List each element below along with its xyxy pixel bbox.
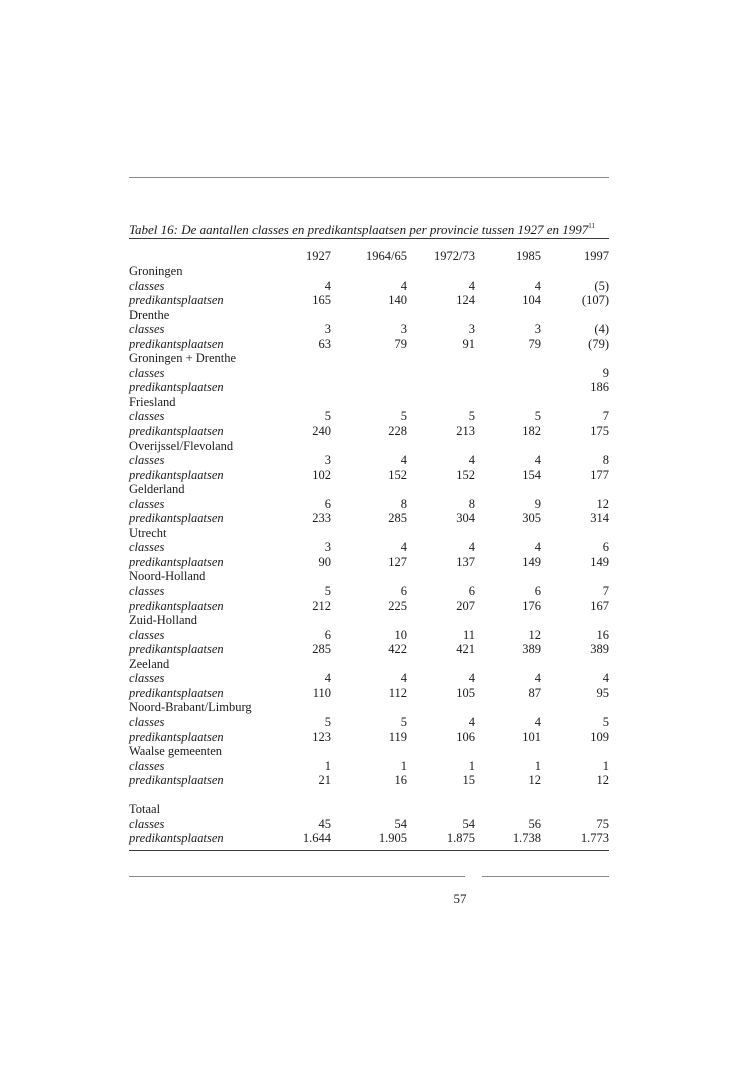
classes-value: 75 [596,816,609,831]
region-label: Friesland [129,394,176,409]
predikantsplaatsen-value: 109 [590,729,609,744]
predikantsplaatsen-row [129,642,609,657]
predikantsplaatsen-value: 95 [596,685,609,700]
predikantsplaatsen-value: 314 [590,511,609,526]
classes-value: 4 [534,453,541,468]
classes-label: classes [129,409,165,424]
classes-value: 6 [534,584,541,599]
predikantsplaatsen-value: (107) [581,293,609,308]
region-label: Utrecht [129,525,167,540]
footnote-ref: 11 [588,222,596,230]
region-row [129,308,609,323]
classes-value: 1 [534,758,541,773]
classes-value: 4 [324,671,331,686]
predikantsplaatsen-value: 389 [590,642,609,657]
predikantsplaatsen-label: predikantsplaatsen [129,336,224,351]
predikantsplaatsen-label: predikantsplaatsen [129,511,224,526]
predikantsplaatsen-value: 152 [388,467,407,482]
region-label: Groningen + Drenthe [129,351,237,366]
predikantsplaatsen-value [407,380,475,395]
predikantsplaatsen-label: predikantsplaatsen [129,642,224,657]
predikantsplaatsen-row [129,424,609,439]
predikantsplaatsen-value: 304 [456,511,475,526]
predikantsplaatsen-row [129,599,609,614]
predikantsplaatsen-value: 1.875 [446,831,475,846]
classes-value: (5) [594,278,609,293]
column-header: 1972/73 [434,249,475,263]
predikantsplaatsen-row [129,686,609,701]
region-row [129,657,609,672]
predikantsplaatsen-value: 228 [388,424,407,439]
predikantsplaatsen-value: 1.738 [512,831,541,846]
predikantsplaatsen-value: 16 [394,773,407,788]
predikantsplaatsen-value: 175 [590,424,609,439]
predikantsplaatsen-value: 119 [388,729,407,744]
predikantsplaatsen-value: 110 [312,685,331,700]
classes-value: 4 [400,453,407,468]
region-row [129,802,609,817]
region-row [129,744,609,759]
classes-value: 10 [394,627,407,642]
predikantsplaatsen-value: 63 [318,336,331,351]
classes-value: 8 [468,496,475,511]
predikantsplaatsen-value: 102 [312,467,331,482]
classes-value: 8 [400,496,407,511]
page-number: 57 [453,891,467,906]
classes-label: classes [129,758,165,773]
predikantsplaatsen-value: 12 [528,773,541,788]
predikantsplaatsen-label: predikantsplaatsen [129,467,224,482]
classes-value: 54 [394,816,407,831]
region-label: Groningen [129,264,183,278]
spacer-cell [129,788,609,803]
classes-label: classes [129,453,165,468]
predikantsplaatsen-value: 124 [456,293,475,308]
predikantsplaatsen-label: predikantsplaatsen [129,424,224,439]
predikantsplaatsen-value: 112 [388,685,407,700]
footer-rule-left [129,876,465,877]
table-caption [129,218,609,238]
predikantsplaatsen-row [129,468,609,483]
header-rule [129,177,609,178]
predikantsplaatsen-value: 240 [312,424,331,439]
predikantsplaatsen-value: 167 [590,598,609,613]
predikantsplaatsen-value: 233 [312,511,331,526]
classes-label: classes [129,714,165,729]
predikantsplaatsen-value: 207 [456,598,475,613]
spacer-row [129,788,609,803]
classes-value: 3 [400,322,407,337]
classes-value: 1 [602,758,609,773]
predikantsplaatsen-value: (79) [588,336,609,351]
classes-row [129,366,609,381]
classes-value: 5 [400,409,407,424]
classes-value: 6 [602,540,609,555]
predikantsplaatsen-value: 1.644 [302,831,331,846]
predikantsplaatsen-value: 105 [456,685,475,700]
region-row [129,351,609,366]
classes-value: 5 [324,584,331,599]
data-table [129,248,609,846]
predikantsplaatsen-value: 389 [522,642,541,657]
classes-value: 1 [324,758,331,773]
predikantsplaatsen-value: 285 [388,511,407,526]
classes-value: 4 [400,671,407,686]
predikantsplaatsen-value: 149 [590,554,609,569]
predikantsplaatsen-value: 87 [528,685,541,700]
predikantsplaatsen-value: 305 [522,511,541,526]
predikantsplaatsen-value: 225 [388,598,407,613]
classes-value: 4 [534,671,541,686]
classes-value: 3 [324,453,331,468]
predikantsplaatsen-value: 21 [318,773,331,788]
predikantsplaatsen-value: 213 [456,424,475,439]
classes-value: 6 [400,584,407,599]
region-row [129,395,609,410]
predikantsplaatsen-value: 422 [388,642,407,657]
classes-value: 5 [324,714,331,729]
classes-value: 6 [468,584,475,599]
predikantsplaatsen-row [129,293,609,308]
classes-row [129,628,609,643]
classes-row [129,279,609,294]
classes-value: 4 [468,453,475,468]
predikantsplaatsen-label: predikantsplaatsen [129,380,224,395]
region-row [129,569,609,584]
column-header: 1997 [584,249,609,263]
predikantsplaatsen-value: 104 [522,293,541,308]
classes-value: 4 [324,278,331,293]
region-label: Zuid-Holland [129,613,198,628]
classes-value: 4 [468,671,475,686]
predikantsplaatsen-label: predikantsplaatsen [129,685,224,700]
predikantsplaatsen-value: 101 [522,729,541,744]
predikantsplaatsen-value: 12 [596,773,609,788]
classes-value: 4 [534,714,541,729]
classes-value: 9 [534,496,541,511]
predikantsplaatsen-value: 1.773 [580,831,609,846]
classes-row [129,409,609,424]
classes-value: 5 [400,714,407,729]
caption-rule [129,238,609,239]
predikantsplaatsen-value: 1.905 [378,831,407,846]
classes-row [129,497,609,512]
predikantsplaatsen-label: predikantsplaatsen [129,831,224,846]
classes-label: classes [129,540,165,555]
region-label: Noord-Holland [129,569,206,584]
region-row [129,700,609,715]
classes-value: 5 [602,714,609,729]
predikantsplaatsen-value: 79 [394,336,407,351]
caption-text: De aantallen classes en predikantsplaatsen per provincie tussen 1927 en 1997 [178,222,589,237]
classes-value: 5 [468,409,475,424]
classes-value [271,366,331,381]
classes-value: 4 [468,278,475,293]
caption-label: Tabel 16: [129,222,178,237]
predikantsplaatsen-row [129,555,609,570]
predikantsplaatsen-value: 165 [312,293,331,308]
classes-value: (4) [594,322,609,337]
classes-value [407,366,475,381]
predikantsplaatsen-row [129,511,609,526]
predikantsplaatsen-value: 123 [312,729,331,744]
predikantsplaatsen-value: 421 [456,642,475,657]
region-label: Gelderland [129,482,185,497]
predikantsplaatsen-value: 186 [590,380,609,395]
classes-value: 8 [602,453,609,468]
classes-value: 12 [596,496,609,511]
classes-row [129,540,609,555]
classes-value: 54 [462,816,475,831]
classes-row [129,759,609,774]
classes-value: 9 [602,365,609,380]
predikantsplaatsen-row [129,380,609,395]
classes-value: 1 [400,758,407,773]
classes-label: classes [129,671,165,686]
classes-value: 4 [534,540,541,555]
table-body [129,264,609,846]
classes-value: 5 [324,409,331,424]
classes-row [129,453,609,468]
predikantsplaatsen-value: 154 [522,467,541,482]
predikantsplaatsen-row [129,773,609,788]
predikantsplaatsen-value: 15 [462,773,475,788]
classes-value: 4 [468,714,475,729]
classes-value: 56 [528,816,541,831]
region-label: Waalse gemeenten [129,744,223,759]
classes-value: 6 [324,627,331,642]
predikantsplaatsen-label: predikantsplaatsen [129,729,224,744]
predikantsplaatsen-label: predikantsplaatsen [129,598,224,613]
classes-label: classes [129,278,165,293]
region-label: Zeeland [129,656,170,671]
predikantsplaatsen-value: 177 [590,467,609,482]
predikantsplaatsen-value: 149 [522,554,541,569]
classes-row [129,671,609,686]
classes-value: 6 [324,496,331,511]
predikantsplaatsen-value [331,380,407,395]
classes-label: classes [129,322,165,337]
column-header: 1985 [516,249,541,263]
predikantsplaatsen-value: 182 [522,424,541,439]
predikantsplaatsen-value [271,380,331,395]
predikantsplaatsen-value: 140 [388,293,407,308]
region-label: Drenthe [129,307,170,322]
classes-label: classes [129,365,165,380]
predikantsplaatsen-value [475,380,541,395]
classes-label: classes [129,496,165,511]
classes-value: 3 [468,322,475,337]
predikantsplaatsen-value: 79 [528,336,541,351]
predikantsplaatsen-value: 285 [312,642,331,657]
predikantsplaatsen-value: 127 [388,554,407,569]
predikantsplaatsen-value: 106 [456,729,475,744]
predikantsplaatsen-row [129,730,609,745]
classes-value: 3 [324,322,331,337]
classes-value: 7 [602,584,609,599]
predikantsplaatsen-value: 137 [456,554,475,569]
classes-value: 4 [602,671,609,686]
classes-value: 4 [400,278,407,293]
region-label: Overijssel/Flevoland [129,438,234,453]
classes-row [129,817,609,832]
region-row [129,613,609,628]
classes-value: 16 [596,627,609,642]
classes-value: 4 [400,540,407,555]
predikantsplaatsen-value: 152 [456,467,475,482]
region-row [129,482,609,497]
column-header: 1964/65 [366,249,407,263]
classes-value [475,366,541,381]
classes-value: 7 [602,409,609,424]
column-header: 1927 [306,249,331,263]
classes-label: classes [129,627,165,642]
predikantsplaatsen-value: 91 [462,336,475,351]
classes-value: 1 [468,758,475,773]
region-row [129,439,609,454]
classes-row [129,584,609,599]
classes-value: 11 [462,627,475,642]
classes-value [331,366,407,381]
region-label: Noord-Brabant/Limburg [129,700,252,715]
classes-value: 3 [534,322,541,337]
predikantsplaatsen-value: 90 [318,554,331,569]
region-row [129,264,609,279]
predikantsplaatsen-value: 176 [522,598,541,613]
predikantsplaatsen-value: 212 [312,598,331,613]
classes-label: classes [129,584,165,599]
classes-value: 3 [324,540,331,555]
classes-value: 5 [534,409,541,424]
classes-value: 4 [468,540,475,555]
classes-value: 45 [318,816,331,831]
classes-row [129,715,609,730]
classes-label: classes [129,816,165,831]
table-header-row [129,248,609,264]
predikantsplaatsen-label: predikantsplaatsen [129,293,224,308]
classes-value: 12 [528,627,541,642]
predikantsplaatsen-row [129,337,609,352]
table-end-rule [129,850,609,851]
region-row [129,526,609,541]
classes-row [129,322,609,337]
predikantsplaatsen-label: predikantsplaatsen [129,773,224,788]
column-header [129,248,271,264]
predikantsplaatsen-row [129,831,609,846]
footer-rule-right [482,876,609,877]
classes-value: 4 [534,278,541,293]
predikantsplaatsen-label: predikantsplaatsen [129,554,224,569]
region-label: Totaal [129,802,161,817]
